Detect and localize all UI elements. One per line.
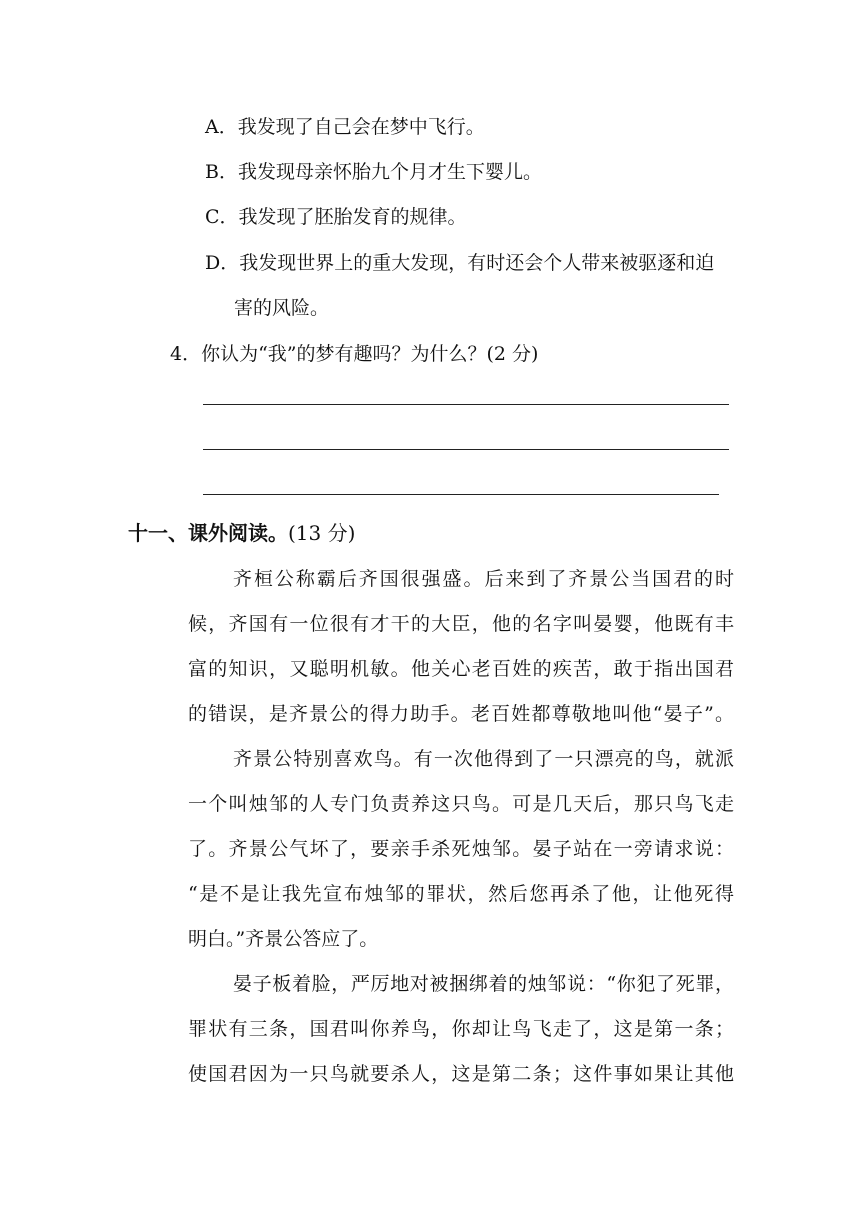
option-d: D．我发现世界上的重大发现，有时还会个人带来被驱逐和迫: [205, 252, 715, 274]
option-a: A．我发现了自己会在梦中飞行。: [205, 116, 485, 138]
passage-line: 的错误，是齐景公的得力助手。老百姓都尊敬地叫他“晏子”。: [188, 703, 734, 725]
passage-line: 齐桓公称霸后齐国很强盛。后来到了齐景公当国君的时: [233, 568, 734, 590]
passage-line: 晏子板着脸，严厉地对被捆绑着的烛邹说：“你犯了死罪，: [233, 973, 734, 995]
passage-line: “是不是让我先宣布烛邹的罪状，然后您再杀了他，让他死得: [188, 883, 734, 905]
passage-line: 使国君因为一只鸟就要杀人，这是第二条；这件事如果让其他: [188, 1063, 734, 1085]
section-11-heading: [128, 519, 355, 547]
question-4: 4．你认为“我”的梦有趣吗？为什么？(2 分): [170, 343, 539, 365]
option-c: C．我发现了胚胎发育的规律。: [205, 206, 467, 228]
answer-line[interactable]: [203, 494, 719, 495]
section-11-points: (13 分): [288, 521, 356, 545]
answer-line[interactable]: [203, 404, 729, 405]
option-d-continuation: 害的风险。: [234, 297, 330, 319]
option-b: B．我发现母亲怀胎九个月才生下婴儿。: [205, 161, 542, 183]
passage-line: 齐景公特别喜欢鸟。有一次他得到了一只漂亮的鸟，就派: [233, 748, 734, 770]
passage-line: 富的知识，又聪明机敏。他关心老百姓的疾苦，敢于指出国君: [188, 658, 734, 680]
passage-line: 明白。”齐景公答应了。: [188, 928, 379, 950]
passage-line: 了。齐景公气坏了，要亲手杀死烛邹。晏子站在一旁请求说：: [188, 838, 734, 860]
passage-line: 候，齐国有一位很有才干的大臣，他的名字叫晏婴，他既有丰: [188, 613, 734, 635]
answer-line[interactable]: [203, 449, 729, 450]
passage-line: 一个叫烛邹的人专门负责养这只鸟。可是几天后，那只鸟飞走: [188, 793, 734, 815]
passage-line: 罪状有三条，国君叫你养鸟，你却让鸟飞走了，这是第一条；: [188, 1018, 734, 1040]
section-11-heading-text: 十一、课外阅读。: [128, 521, 288, 545]
